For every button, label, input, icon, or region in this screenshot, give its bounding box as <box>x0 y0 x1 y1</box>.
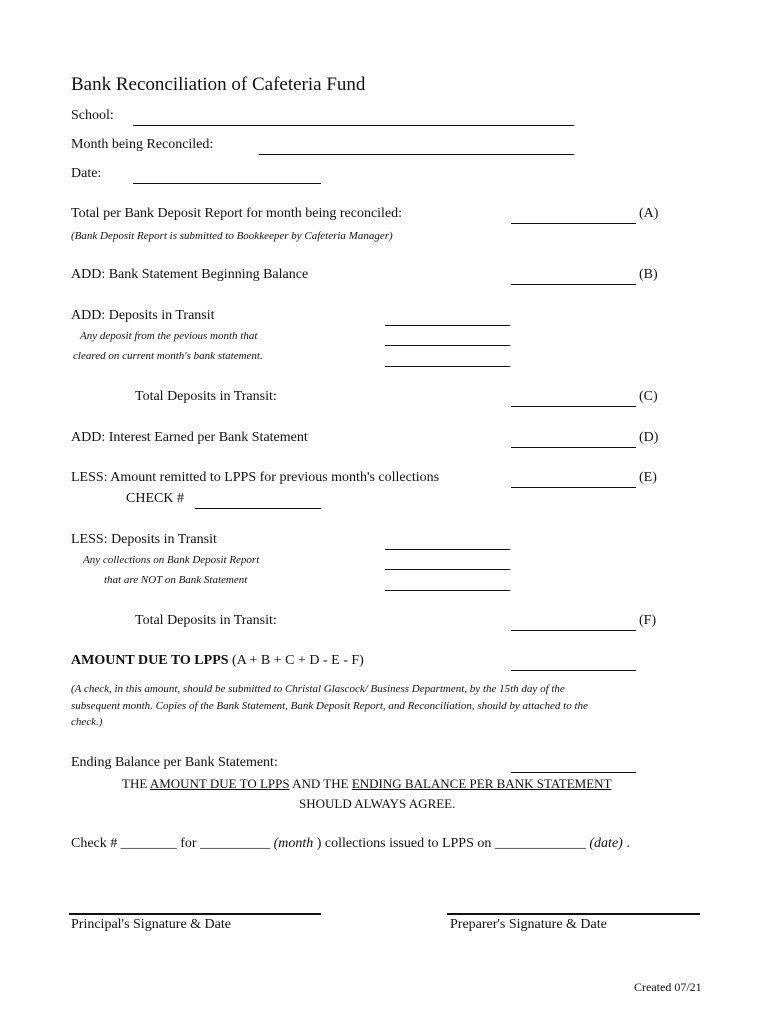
interest-label: ADD: Interest Earned per Bank Statement <box>71 430 308 445</box>
amount-due-bold: AMOUNT DUE TO LPPS <box>71 653 229 668</box>
add-transit-field-2[interactable] <box>385 331 510 346</box>
code-a: (A) <box>639 206 659 221</box>
less-transit-total-field[interactable] <box>511 616 636 631</box>
check-issued-month: (month <box>273 836 314 851</box>
add-transit-field-3[interactable] <box>385 352 510 367</box>
amount-due-formula: (A + B + C + D - E - F) <box>232 653 364 668</box>
agreement-line-1 <box>122 776 612 792</box>
total-bank-note: (Bank Deposit Report is submitted to Bookkeeper by Cafeteria Manager) <box>71 230 393 242</box>
check-number-field[interactable] <box>195 494 321 509</box>
school-label: School: <box>71 108 114 123</box>
date-field[interactable] <box>133 169 321 184</box>
check-issued-line <box>71 836 630 852</box>
principal-signature-label: Principal's Signature & Date <box>71 917 231 932</box>
amount-due-label <box>71 653 364 669</box>
agreement-mid: AND THE <box>289 776 352 791</box>
page-title: Bank Reconciliation of Cafeteria Fund <box>71 74 366 95</box>
code-f: (F) <box>639 613 657 628</box>
amount-due-note-2: subsequent month. Copies of the Bank Statement, Bank Deposit Report, and Reconciliation, should by attached to the <box>71 700 588 712</box>
less-transit-field-1[interactable] <box>385 535 510 550</box>
date-label: Date: <box>71 166 102 181</box>
agreement-pre: THE <box>122 776 150 791</box>
less-transit-field-2[interactable] <box>385 555 510 570</box>
less-transit-total-label: Total Deposits in Transit: <box>135 613 277 628</box>
less-remitted-field[interactable] <box>511 473 636 488</box>
less-remitted-label: LESS: Amount remitted to LPPS for previous month's collections <box>71 470 440 485</box>
check-issued-part-1: Check # ________ for __________ <box>71 836 274 851</box>
less-transit-field-3[interactable] <box>385 576 510 591</box>
amount-due-note-1: (A check, in this amount, should be submitted to Christal Glascock/ Business Department, by the 15th day of the <box>71 683 565 695</box>
less-transit-label: LESS: Deposits in Transit <box>71 532 217 547</box>
add-transit-note-2: cleared on current month's bank statement. <box>73 350 263 362</box>
add-transit-field-1[interactable] <box>385 311 510 326</box>
code-e: (E) <box>639 470 657 485</box>
code-d: (D) <box>639 430 659 445</box>
amount-due-field[interactable] <box>511 656 636 671</box>
less-transit-note-2: that are NOT on Bank Statement <box>104 574 248 586</box>
add-transit-total-field[interactable] <box>511 392 636 407</box>
ending-balance-label: Ending Balance per Bank Statement: <box>71 755 278 770</box>
amount-due-note-3: check.) <box>71 716 103 728</box>
check-issued-part-2: ) collections issued to LPPS on _____________ <box>313 836 590 851</box>
footer-created: Created 07/21 <box>634 980 702 994</box>
agreement-line-2: SHOULD ALWAYS AGREE. <box>299 796 456 811</box>
add-transit-total-label: Total Deposits in Transit: <box>135 389 277 404</box>
month-label: Month being Reconciled: <box>71 137 214 152</box>
principal-signature-line[interactable] <box>69 913 321 915</box>
school-field[interactable] <box>133 111 574 126</box>
agreement-amount-due: AMOUNT DUE TO LPPS <box>149 776 290 791</box>
add-transit-label: ADD: Deposits in Transit <box>71 308 215 323</box>
agreement-ending-balance: ENDING BALANCE PER BANK STATEMENT <box>351 776 612 791</box>
month-field[interactable] <box>259 140 574 155</box>
check-issued-part-3: . <box>622 836 630 851</box>
check-issued-date: (date) <box>589 836 623 851</box>
check-number-label: CHECK # <box>126 491 184 506</box>
total-bank-field[interactable] <box>511 209 636 224</box>
interest-field[interactable] <box>511 433 636 448</box>
code-c: (C) <box>639 389 658 404</box>
ending-balance-field[interactable] <box>511 758 636 773</box>
code-b: (B) <box>639 267 658 282</box>
preparer-signature-label: Preparer's Signature & Date <box>450 917 607 932</box>
beginning-balance-label: ADD: Bank Statement Beginning Balance <box>71 267 309 282</box>
preparer-signature-line[interactable] <box>447 913 700 915</box>
less-transit-note-1: Any collections on Bank Deposit Report <box>83 554 260 566</box>
beginning-balance-field[interactable] <box>511 270 636 285</box>
total-bank-label: Total per Bank Deposit Report for month being reconciled: <box>71 206 403 221</box>
add-transit-note-1: Any deposit from the pevious month that <box>80 330 258 342</box>
